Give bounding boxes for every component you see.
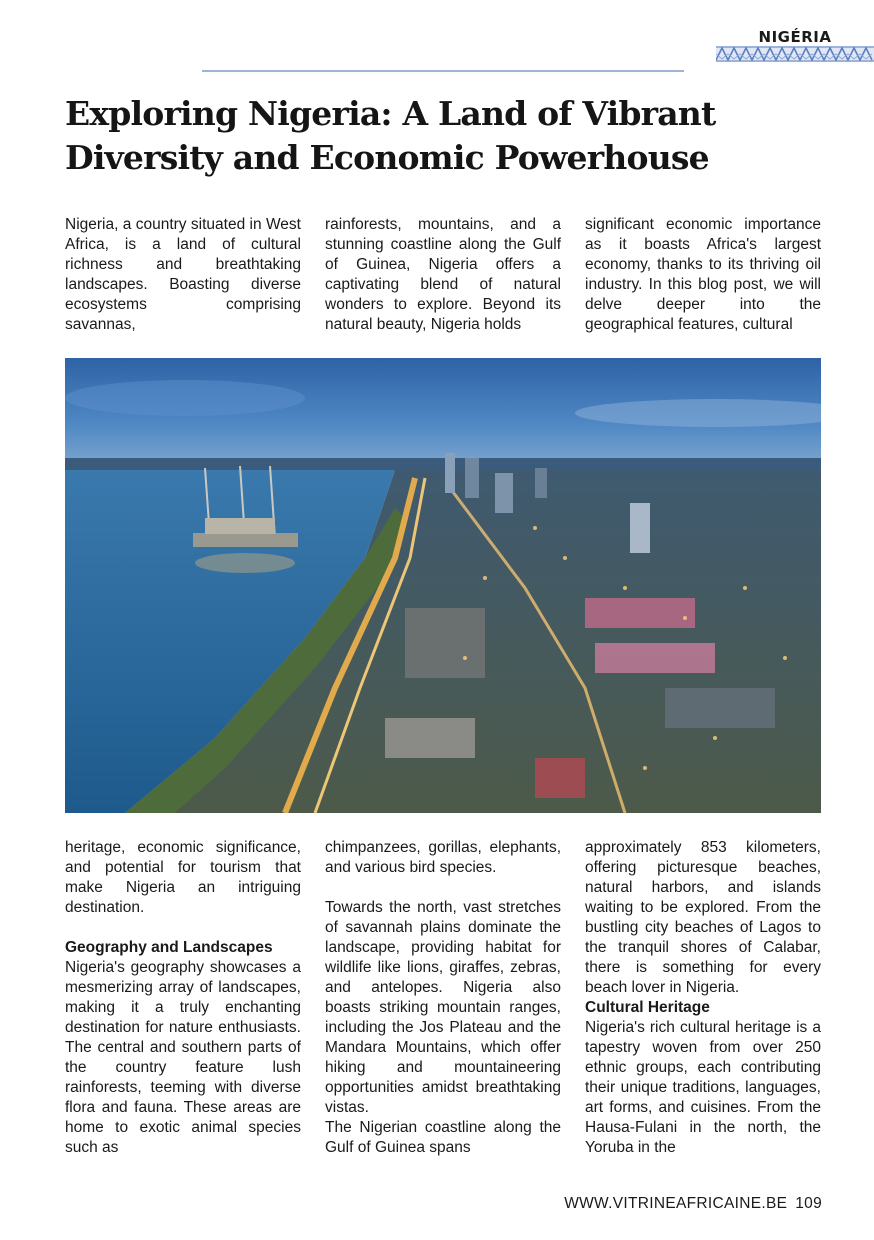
section-tag [716, 26, 874, 64]
column-3-para-1: approximately 853 kilometers, offering picturesque beaches, natural harbors, and islands waiting to be explored. From the bustling city beaches of Lagos to the tranquil shores of Calabar, there is something for every beach lover in Nigeria. [585, 839, 821, 996]
top-column-3-text: significant economic importance as it boasts Africa's largest economy, thanks to its thriving oil industry. In this blog post, we will delve deeper into the geographical features, cultural [585, 216, 821, 333]
top-divider [202, 70, 684, 72]
section-tag-label: NIGÉRIA [758, 28, 832, 46]
geography-heading: Geography and Landscapes [65, 939, 273, 956]
column-2-para-3: The Nigerian coastline along the Gulf of Guinea spans [325, 1119, 561, 1156]
column-2-para-1: chimpanzees, gorillas, elephants, and various bird species. [325, 839, 561, 876]
bottom-column-2 [325, 838, 561, 1160]
top-column-2-text: rainforests, mountains, and a stunning coastline along the Gulf of Guinea, Nigeria offers a captivating blend of natural wonders to explore. Beyond its natural beauty, Nigeria holds [325, 216, 561, 333]
column-1-intro: heritage, economic significance, and potential for tourism that make Nigeria an intriguing destination. [65, 839, 301, 916]
cultural-heritage-text: Nigeria's rich cultural heritage is a tapestry woven from over 250 ethnic groups, each contributing their unique traditions, languages, art forms, and cuisines. From the Hausa-Fulani in the north, the Yoruba in the [585, 1019, 821, 1156]
lagos-aerial-photo [65, 358, 821, 813]
column-2-para-2: Towards the north, vast stretches of savannah plains dominate the landscape, providing habitat for wildlife like lions, giraffes, zebras, and antelopes. Nigeria also boasts striking mountain ranges, including the Jos Plateau and the Mandara Mountains, which offer hiking and mountaineering opportunities amidst breathtaking vistas. [325, 899, 561, 1116]
page-footer [564, 1195, 822, 1213]
geography-text: Nigeria's geography showcases a mesmerizing array of landscapes, making it a truly enchanting destination for nature enthusiasts. The central and southern parts of the country feature lush rainforests, teeming with diverse flora and fauna. These areas are home to exotic animal species such as [65, 959, 301, 1156]
top-column-1-text: Nigeria, a country situated in West Africa, is a land of cultural richness and breathtaking landscapes. Boasting diverse ecosystems comprising savannas, [65, 216, 301, 333]
page-number: 109 [795, 1195, 822, 1212]
cultural-heritage-heading: Cultural Heritage [585, 999, 710, 1016]
website-url: WWW.VITRINEAFRICAINE.BE [564, 1195, 788, 1212]
bottom-column-3 [585, 838, 821, 1160]
article-title: Exploring Nigeria: A Land of Vibrant Diversity and Economic Powerhouse [65, 94, 716, 177]
top-column-3 [585, 215, 821, 337]
top-column-2 [325, 215, 561, 337]
top-column-1 [65, 215, 301, 337]
tribal-pattern-icon [716, 46, 874, 62]
bottom-column-1 [65, 838, 301, 1160]
